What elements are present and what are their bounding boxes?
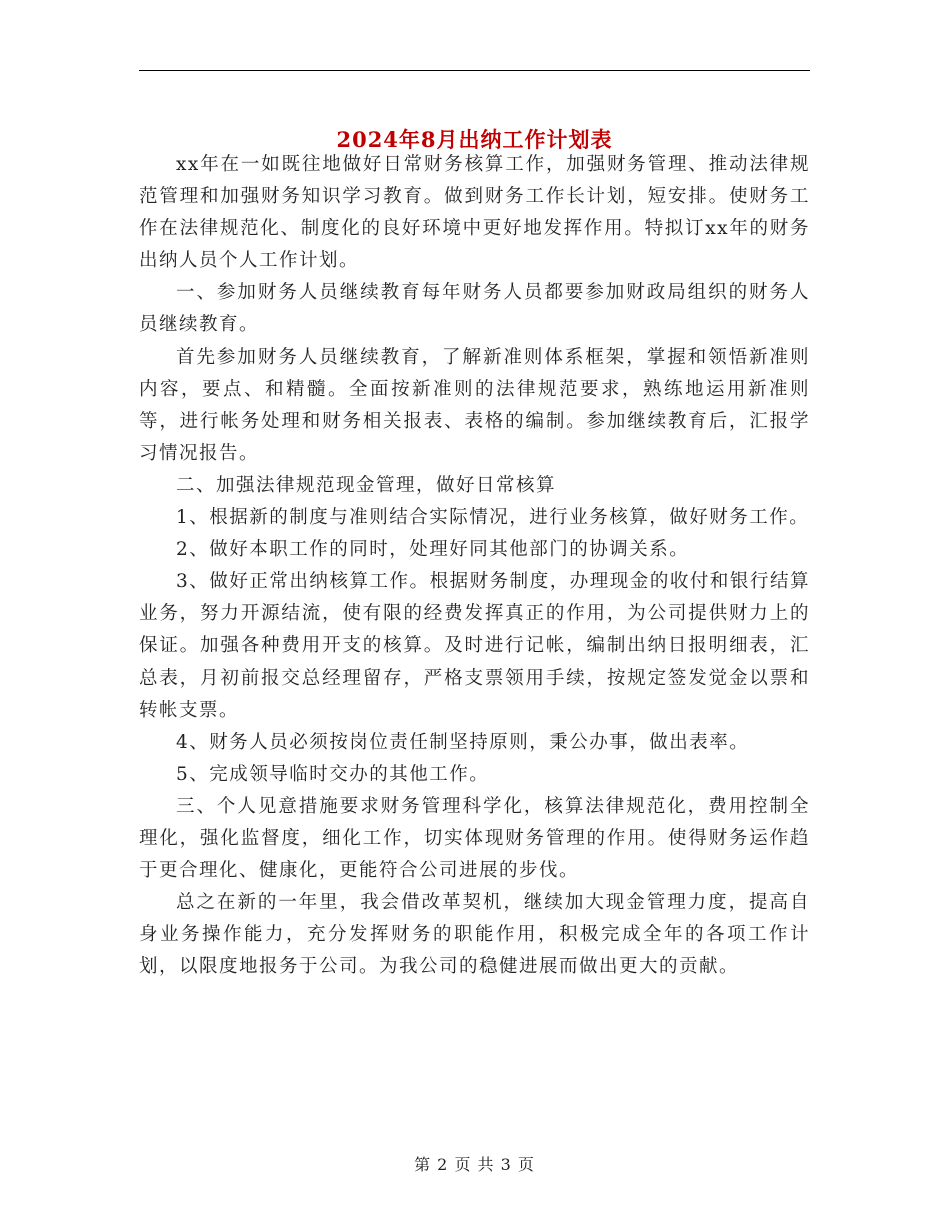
list-item-1: 1、根据新的制度与准则结合实际情况，进行业务核算，做好财务工作。 xyxy=(176,507,810,529)
list-item-3: 3、做好正常出纳核算工作。根据财务制度，办理现金的收付和银行结算业务，努力开源结流，使有限的经费发挥真正的作用，为公司提供财力上的保证。加强各种费用开支的核算。及时进行记帐，编制出纳日报明细表，汇总表，月初前报交总经理留存，严格支票领用手续，按规定签发觉金以票和转帐支票。 xyxy=(139,571,810,721)
list-item-5: 5、完成领导临时交办的其他工作。 xyxy=(176,763,490,785)
header-rule xyxy=(139,70,810,71)
section-heading-3: 三、个人见意措施要求财务管理科学化，核算法律规范化，费用控制全理化，强化监督度，细化工作，切实体现财务管理的作用。使得财务运作趋于更合理化、健康化，更能符合公司进展的步伐。 xyxy=(139,795,810,882)
section-heading-1: 一、参加财务人员继续教育每年财务人员都要参加财政局组织的财务人员继续教育。 xyxy=(139,282,810,336)
document-title: 2024年8月出纳工作计划表 xyxy=(336,127,613,153)
paragraph-education: 首先参加财务人员继续教育，了解新准则体系框架，掌握和领悟新准则内容，要点、和精髓。全面按新准则的法律规范要求，熟练地运用新准则等，进行帐务处理和财务相关报表、表格的编制。参加继续教育后，汇报学习情况报告。 xyxy=(139,346,810,464)
list-item-4: 4、财务人员必须按岗位责任制坚持原则，秉公办事，做出表率。 xyxy=(176,731,750,753)
section-heading-2: 二、加强法律规范现金管理，做好日常核算 xyxy=(176,474,557,496)
page-number: 第 2 页 共 3 页 xyxy=(414,1155,535,1174)
paragraph-intro: xx年在一如既往地做好日常财务核算工作，加强财务管理、推动法律规范管理和加强财务知识学习教育。做到财务工作长计划，短安排。使财务工作在法律规范化、制度化的良好环境中更好地发挥作用。特拟订xx年的财务出纳人员个人工作计划。 xyxy=(139,154,810,272)
paragraph-conclusion: 总之在新的一年里，我会借改革契机，继续加大现金管理力度，提高自身业务操作能力，充分发挥财务的职能作用，积极完成全年的各项工作计划，以限度地报务于公司。为我公司的稳健进展而做出更大的贡献。 xyxy=(139,892,810,978)
list-item-2: 2、做好本职工作的同时，处理好同其他部门的协调关系。 xyxy=(176,539,690,561)
document-body xyxy=(139,149,810,983)
